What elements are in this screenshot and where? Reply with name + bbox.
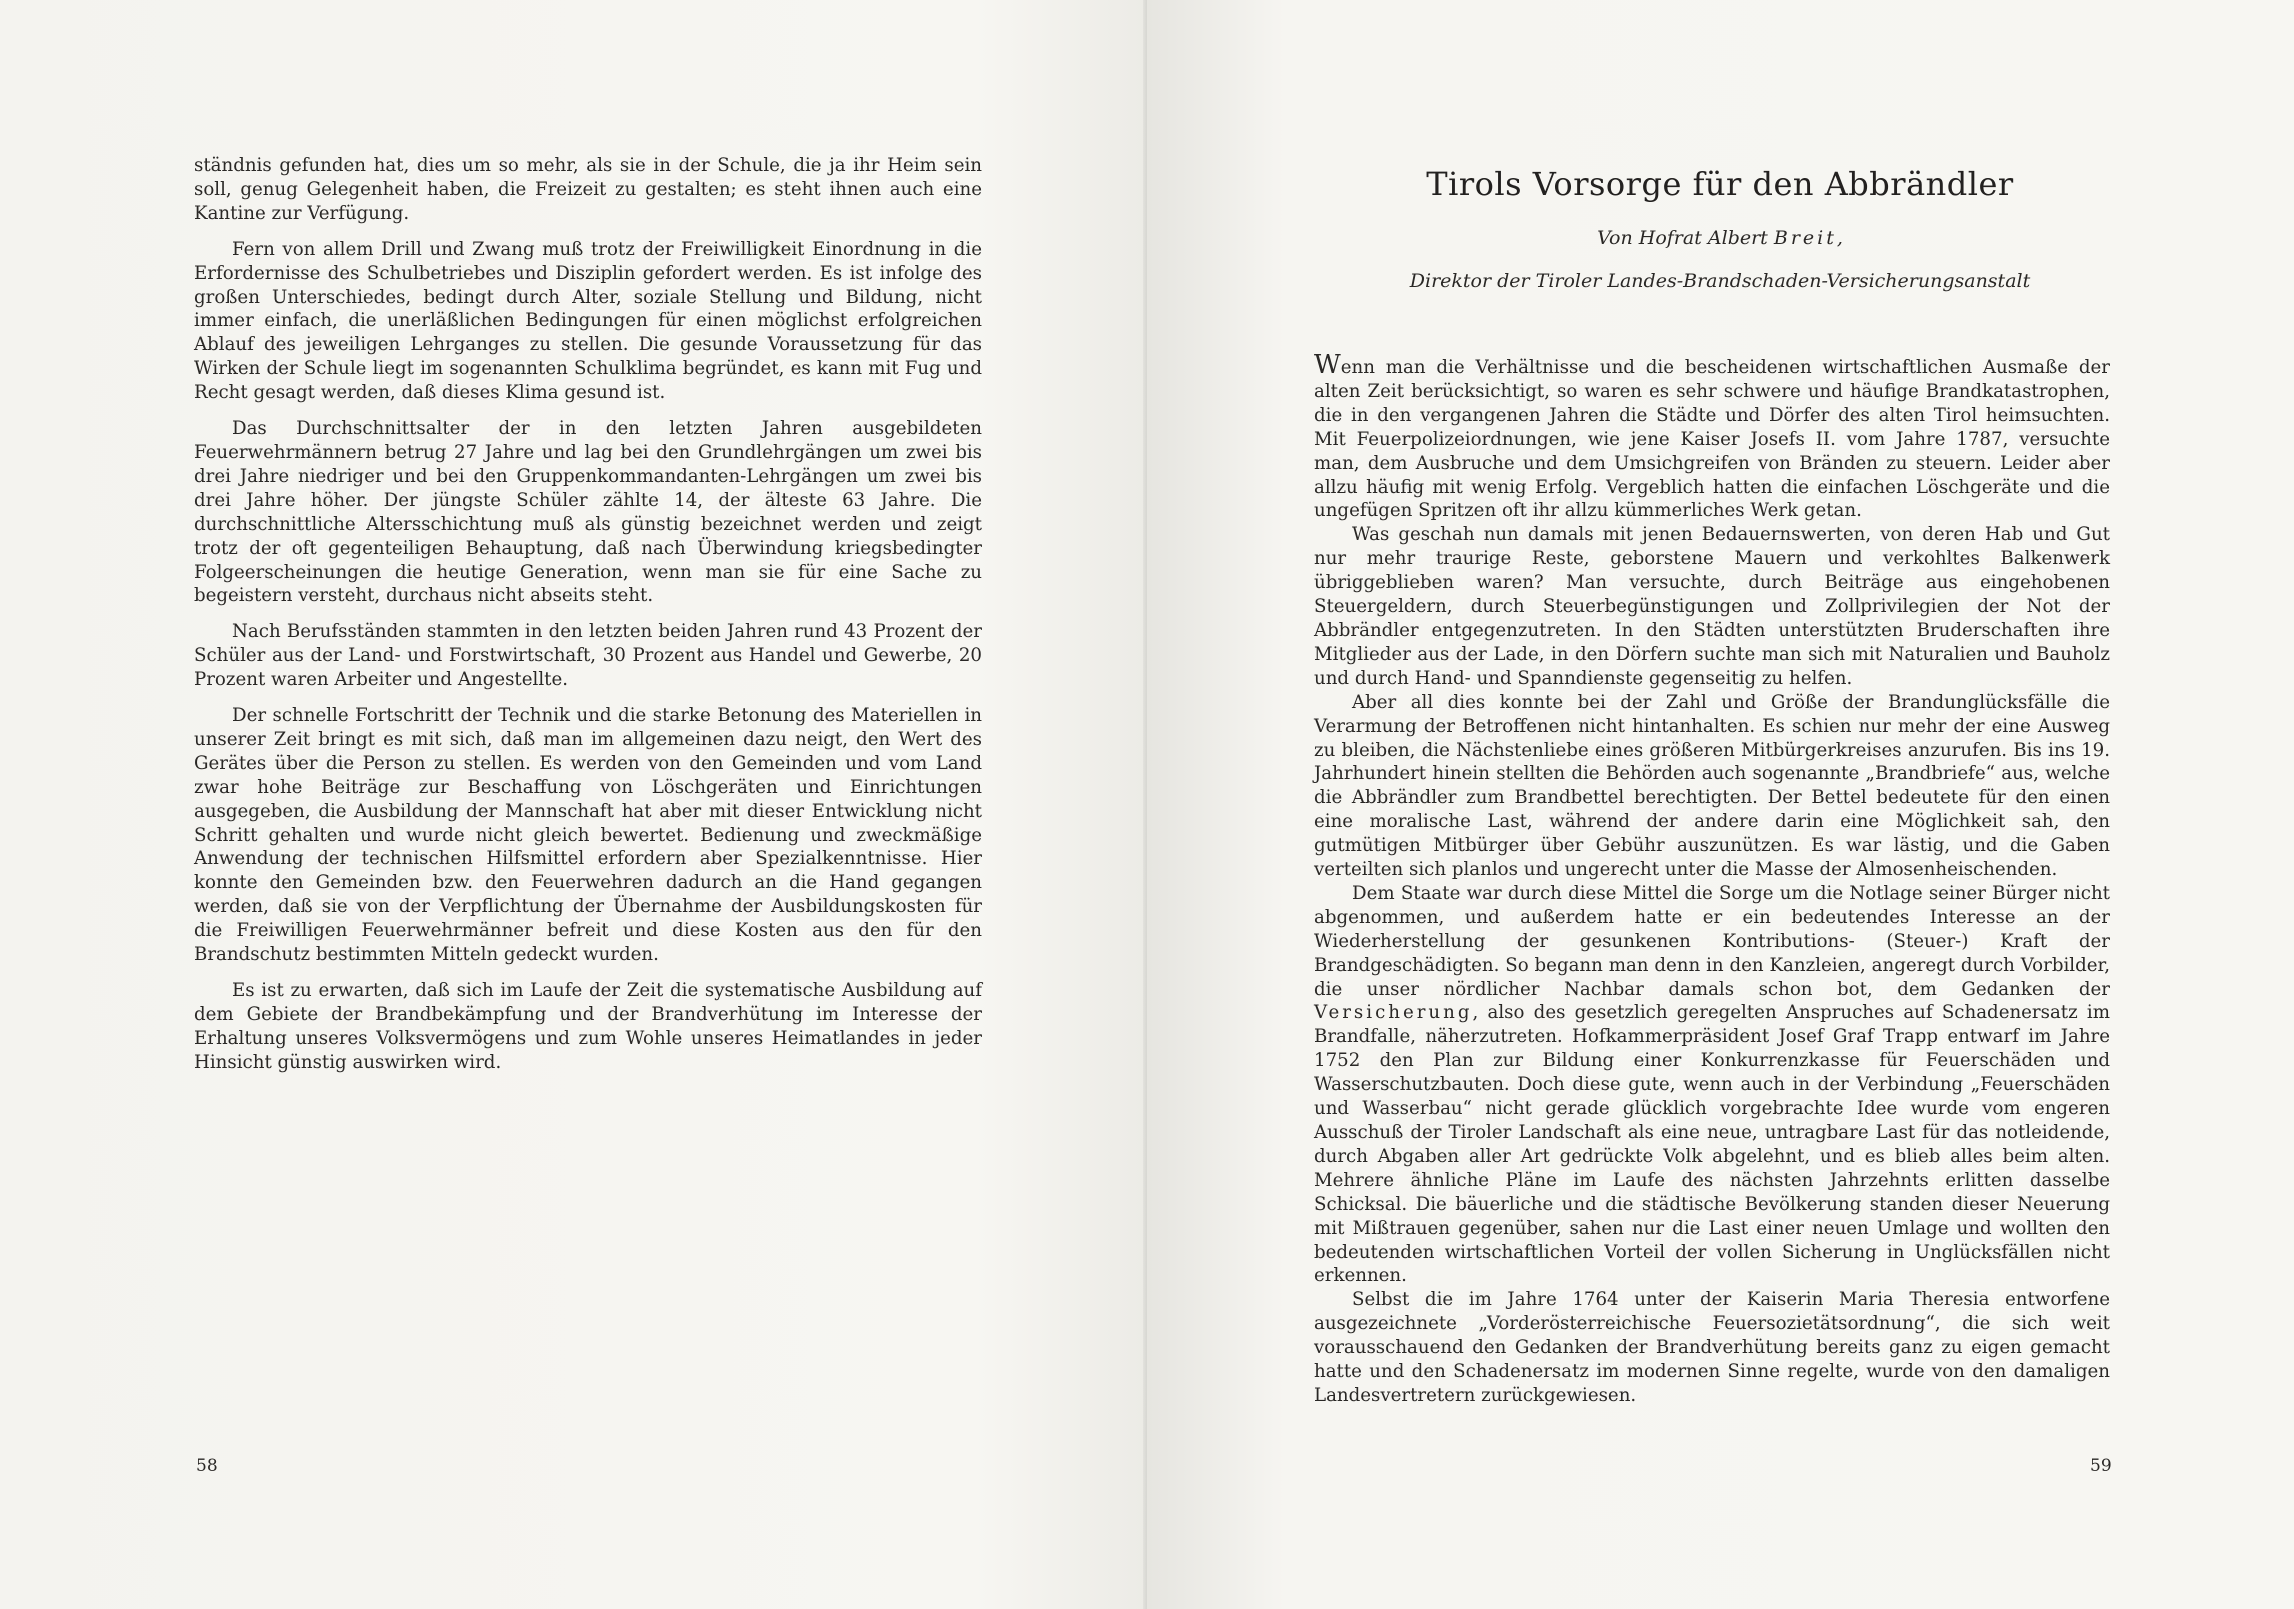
right-paragraph: Was geschah nun damals mit jenen Bedauernswerten, von deren Hab und Gut nur mehr traurige Reste, geborstene Mauern und verkohltes Balkenwerk übriggeblieben waren? Man versuchte, durch Beiträge aus eingehobenen Steuergeldern, durch Steuerbegünstigungen und Zollprivilegien der Not der Abbrändler entgegenzutreten. In den Städten unterstützten Bruderschaften ihre Mitglieder aus der Lade, in den Dörfern suchte man sich mit Naturalien und Bauholz und durch Hand- und Spanndienste gegenseitig zu helfen. xyxy=(1314,524,2110,689)
article-byline xyxy=(1290,225,2150,294)
byline-role: Direktor der Tiroler Landes-Brandschaden-Versicherungsanstalt xyxy=(1409,270,2031,292)
right-page-text xyxy=(1314,350,2110,1408)
emphasis-versicherung: Versicherung xyxy=(1314,1002,1473,1024)
left-paragraph: Nach Berufsständen stammten in den letzten beiden Jahren rund 43 Prozent der Schüler aus der Land- und Forstwirtschaft, 30 Prozent aus Handel und Gewerbe, 20 Prozent waren Arbeiter und Angestellte. xyxy=(194,621,982,691)
left-paragraph: ständnis gefunden hat, dies um so mehr, als sie in der Schule, die ja ihr Heim sein soll, genug Gelegenheit haben, die Freizeit zu gestalten; es steht ihnen auch eine Kantine zur Verfügung. xyxy=(194,155,982,224)
page-number-right: 59 xyxy=(2090,1456,2112,1476)
paragraph-segment: Dem Staate war durch diese Mittel die Sorge um die Notlage seiner Bürger nicht abgenommen, und außerdem hatte er ein bedeutendes Interesse an der Wiederherstellung der gesunkenen Kontributions- (Steuer-) Kraft der Brandgeschädigten. So begann man denn in den Kanzleien, angeregt durch Vorbilder, die unser nördlicher Nachbar damals schon bot, dem Gedanken der xyxy=(1314,882,2110,1000)
right-paragraph xyxy=(1314,350,2110,523)
first-paragraph-text: enn man die Verhältnisse und die bescheidenen wirtschaftlichen Ausmaße der alten Zeit berücksichtigt, so waren es sehr schwere und häufige Brandkatastrophen, die in den vergangenen Jahren die Städte und Dörfer des alten Tirol heimsuchten. Mit Feuerpolizeiordnungen, wie jene Kaiser Josefs II. vom Jahre 1787, versuchte man, dem Ausbruche und dem Umsichgreifen von Bränden zu steuern. Leider aber allzu häufig mit wenig Erfolg. Vergeblich hatten die einfachen Löschgeräte und die ungefügen Spritzen oft ihr allzu kümmerliches Werk getan. xyxy=(1314,357,2110,522)
right-paragraph xyxy=(1314,882,2110,1288)
left-page-text xyxy=(194,154,982,1087)
paragraph-segment: , also des gesetzlich geregelten Anspruches auf Schadenersatz im Brandfalle, näherzutreten. Hofkammerpräsident Josef Graf Trapp entwarf im Jahre 1752 den Plan zur Bildung einer Konkurrenzkasse für Feuerschäden und Wasserschutzbauten. Doch diese gute, wenn auch in der Verbindung „Feuerschäden und Wasserbau“ nicht gerade glücklich vorgebrachte Idee wurde vom engeren Ausschuß der Tiroler Landschaft als eine neue, untragbare Last für das notleidende, durch Abgaben aller Art gedrückte Volk abgelehnt, und es blieb alles beim alten. Mehrere ähnliche Pläne im Laufe des nächsten Jahrzehnts erlitten dasselbe Schicksal. Die bäuerliche und die städtische Bevölkerung standen dieser Neuerung mit Mißtrauen gegenüber, sahen nur die Last einer neuen Umlage und wollten den bedeutenden wirtschaftlichen Vorteil der vollen Sicherung in Unglücksfällen nicht erkennen. xyxy=(1314,1002,2110,1287)
byline-author xyxy=(1290,225,2150,251)
byline-prefix: Von Hofrat Albert xyxy=(1597,227,1774,249)
left-paragraph: Das Durchschnittsalter der in den letzten Jahren ausgebildeten Feuerwehrmännern betrug 27 Jahre und lag bei den Grundlehrgängen um zwei bis drei Jahre niedriger und bei den Gruppenkommandanten-Lehrgängen um zwei bis drei Jahre höher. Der jüngste Schüler zählte 14, der älteste 63 Jahre. Die durchschnittliche Altersschichtung muß als günstig bezeichnet werden und zeigt trotz der oft gegenteiligen Behauptung, daß nach Überwindung kriegsbedingter Folgeerscheinungen die heutige Generation, wenn man sie für eine Sache zu begeistern versteht, durchaus nicht abseits steht. xyxy=(194,418,982,607)
left-paragraph: Der schnelle Fortschritt der Technik und die starke Betonung des Materiellen in unserer Zeit bringt es mit sich, daß man im allgemeinen dazu neigt, den Wert des Gerätes über die Person zu stellen. Es werden von den Gemeinden und vom Land zwar hohe Beiträge zur Beschaffung von Löschgeräten und Einrichtungen ausgegeben, die Ausbildung der Mannschaft hat aber mit dieser Entwicklung nicht Schritt gehalten und wurde nicht gleich bewertet. Bedienung und zweckmäßige Anwendung der technischen Hilfsmittel erfordern aber Spezialkenntnisse. Hier konnte den Gemeinden bzw. den Feuerwehren dadurch an die Hand gegangen werden, daß sie von der Verpflichtung der Übernahme der Ausbildungskosten für die Freiwilligen Feuerwehrmänner befreit und diese Kosten aus den für den Brandschutz bestimmten Mitteln gedeckt wurden. xyxy=(194,705,982,966)
right-paragraph: Aber all dies konnte bei der Zahl und Größe der Brandunglücksfälle die Verarmung der Betroffenen nicht hintanhalten. Es schien nur mehr der eine Ausweg zu bleiben, die Nächstenliebe eines größeren Mitbürgerkreises anzurufen. Bis ins 19. Jahrhundert hinein stellten die Behörden auch sogenannte „Brandbriefe“ aus, welche die Abbrändler zum Brandbettel berechtigten. Der Bettel bedeutete für den einen eine moralische Last, während der andere darin eine Möglichkeit sah, den gutmütigen Mitbürger über Gebühr auszunützen. Es war lästig, und die Gaben verteilten sich planlos und ungerecht unter die Masse der Almosenheischenden. xyxy=(1314,691,2110,881)
article-title: Tirols Vorsorge für den Abbrändler xyxy=(1426,165,2014,203)
right-paragraph: Selbst die im Jahre 1764 unter der Kaiserin Maria Theresia entworfene ausgezeichnete „Vorderösterreichische Feuersozietätsordnung“, die sich weit vorausschauend den Gedanken der Brandverhütung bereits ganz zu eigen gemacht hatte und den Schadenersatz im modernen Sinne regelte, wurde von den damaligen Landesvertretern zurückgewiesen. xyxy=(1314,1289,2110,1406)
page-number-left: 58 xyxy=(196,1456,218,1476)
byline-name: Breit xyxy=(1773,227,1837,249)
drop-letter: W xyxy=(1314,350,1341,380)
byline-suffix: , xyxy=(1836,227,1843,249)
left-paragraph: Es ist zu erwarten, daß sich im Laufe der Zeit die systematische Ausbildung auf dem Gebiete der Brandbekämpfung und der Brandverhütung im Interesse der Erhaltung unseres Volksvermögens und zum Wohle unseres Heimatlandes in jeder Hinsicht günstig auswirken wird. xyxy=(194,980,982,1073)
left-paragraph: Fern von allem Drill und Zwang muß trotz der Freiwilligkeit Einordnung in die Erfordernisse des Schulbetriebes und Disziplin gefordert werden. Es ist infolge des großen Unterschiedes, bedingt durch Alter, soziale Stellung und Bildung, nicht immer einfach, die unerläßlichen Bedingungen für einen möglichst erfolgreichen Ablauf des jeweiligen Lehrganges zu stellen. Die gesunde Voraussetzung für das Wirken der Schule liegt im sogenannten Schulklima begründet, es kann mit Fug und Recht gesagt werden, daß dieses Klima gesund ist. xyxy=(194,238,982,404)
